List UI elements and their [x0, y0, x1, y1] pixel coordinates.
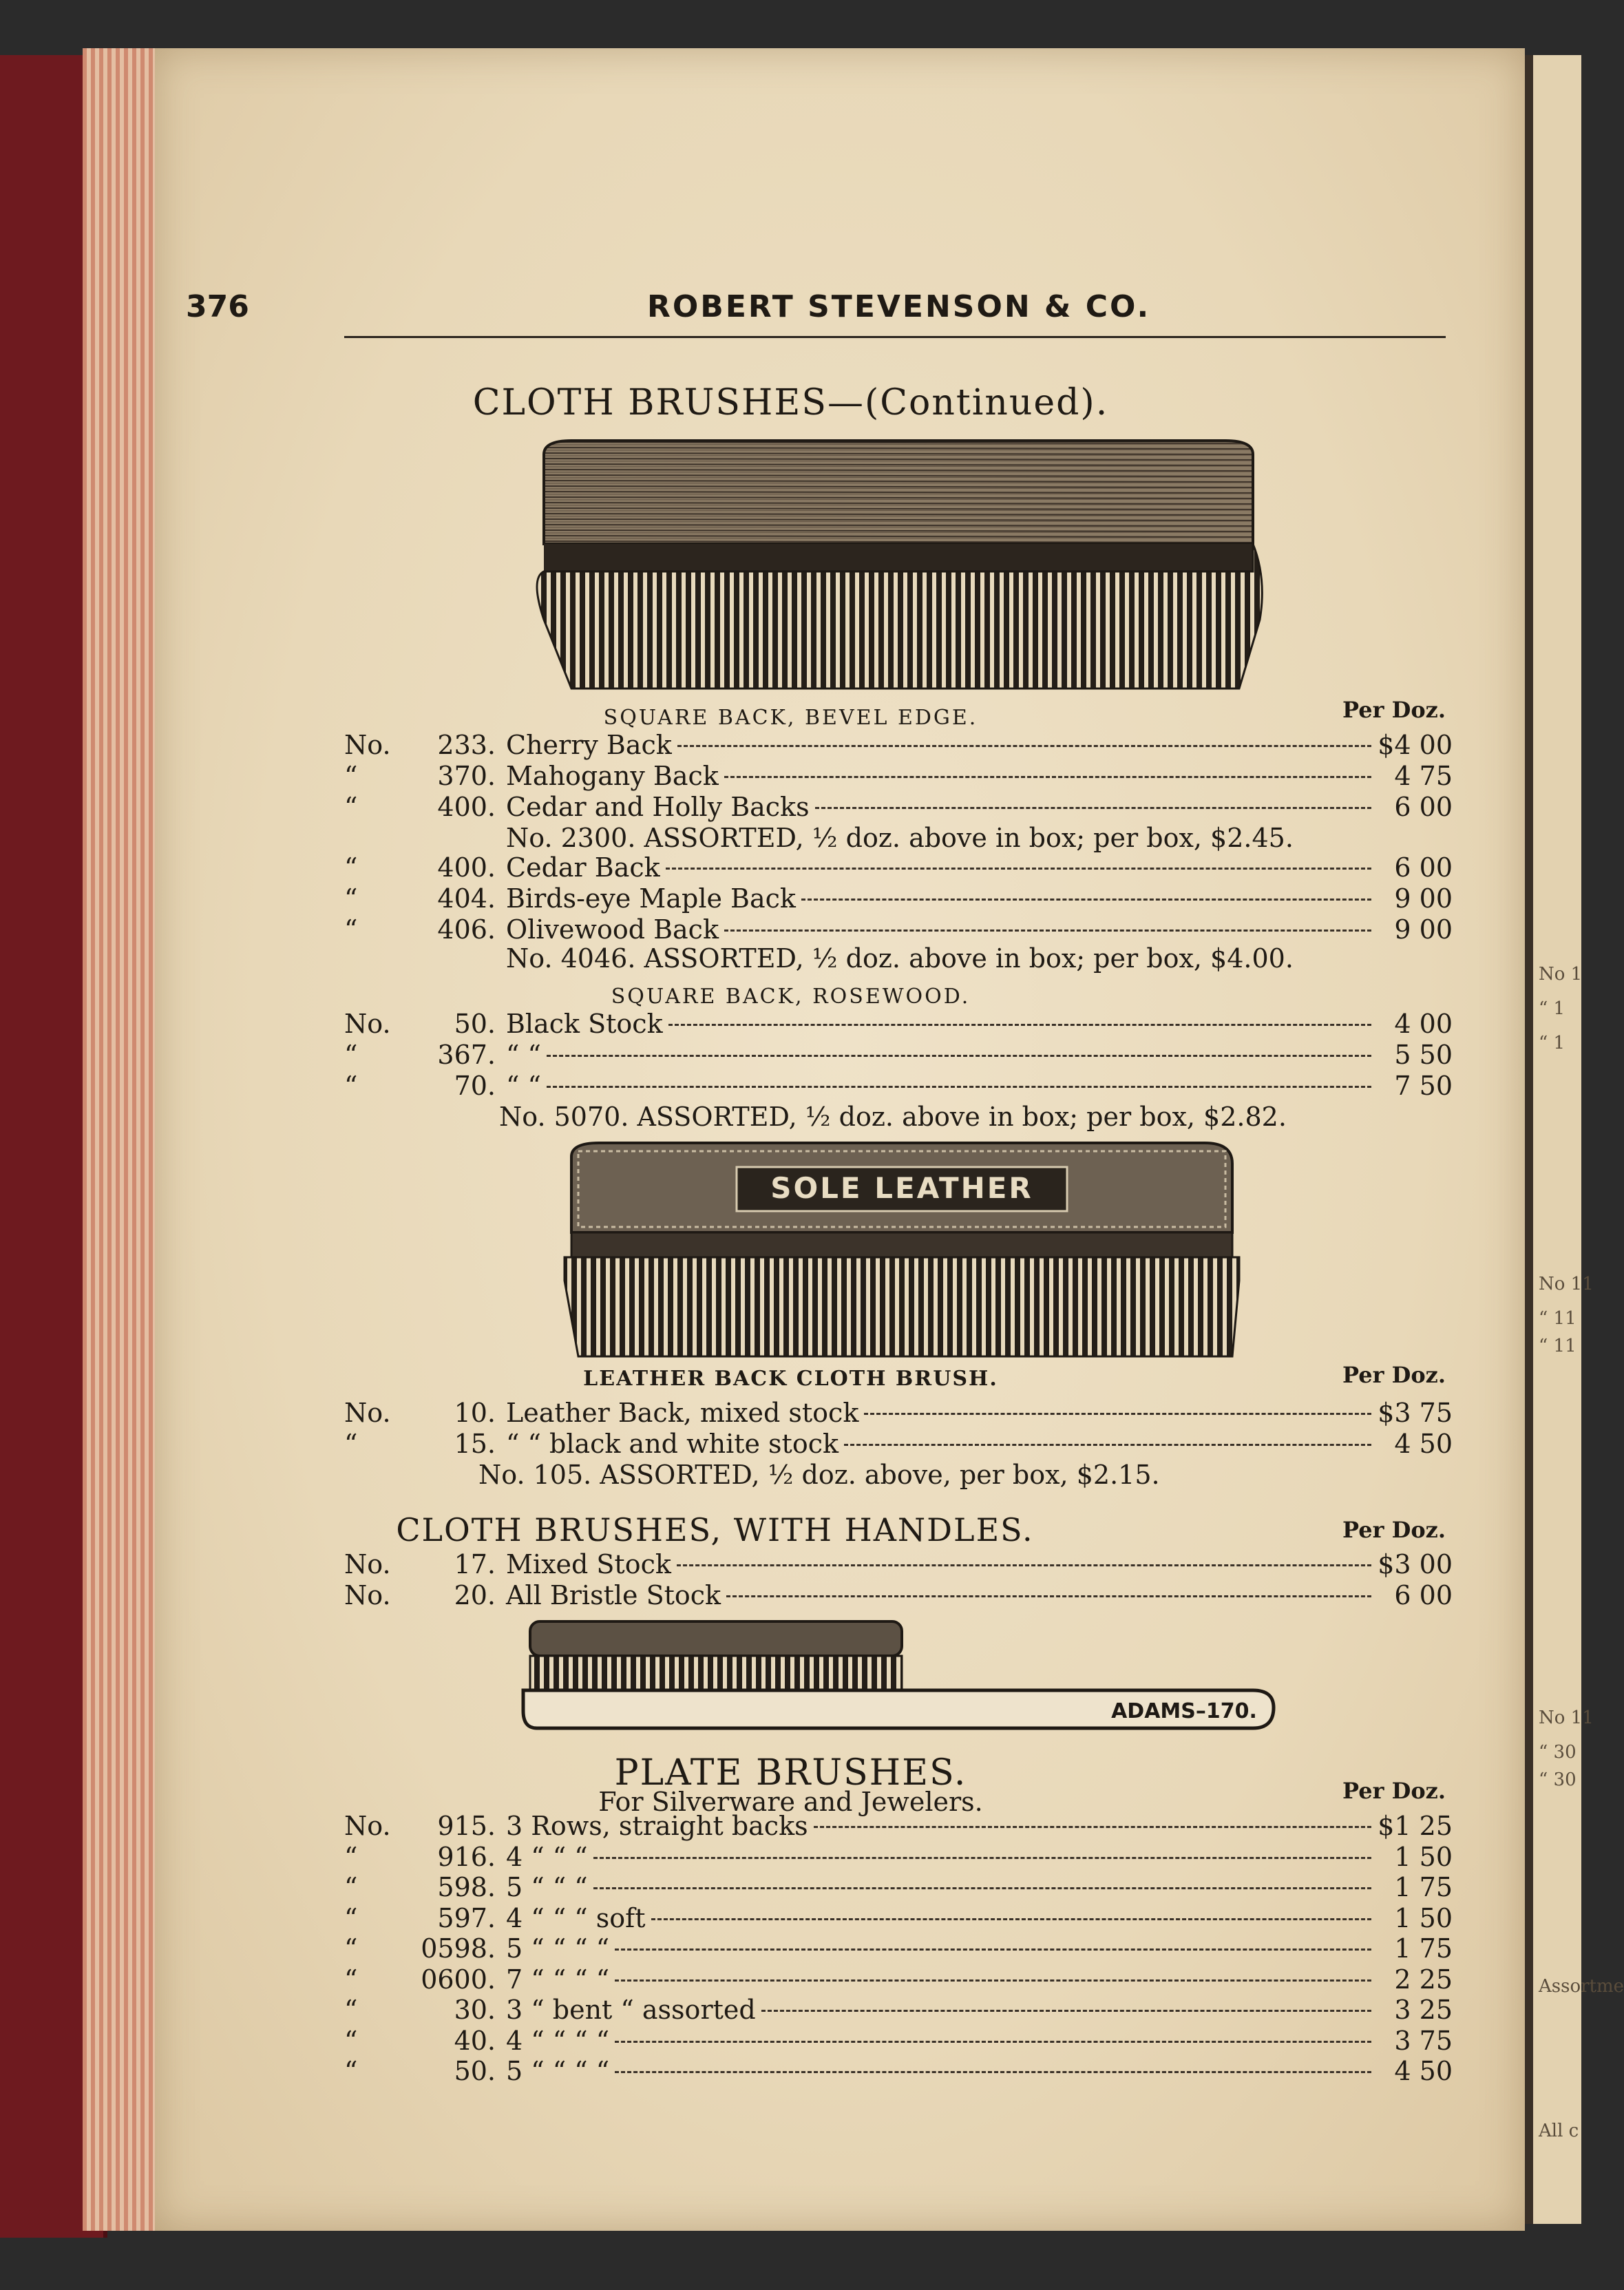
item-description: Mixed Stock [506, 1549, 671, 1579]
square-back-brush-illustration [530, 441, 1267, 702]
row-prefix: “ [344, 1841, 358, 1872]
adjacent-page-margin [1525, 55, 1624, 2224]
price-per-dozen: 4 50 [1394, 1429, 1453, 1459]
margin-fragment: “ 1 [1539, 1033, 1565, 1053]
leader-dots [651, 1918, 1372, 1920]
leader-dots [615, 1979, 1371, 1982]
leader-dots [615, 2071, 1371, 2073]
price-row [344, 1549, 1453, 1579]
leader-dots [593, 1857, 1371, 1859]
catalog-number: 406. [437, 914, 496, 945]
section-title-cloth-brushes: CLOTH BRUSHES—(Continued). [472, 382, 1109, 423]
handle-brush-illustration [523, 1615, 1280, 1738]
price-per-dozen: 4 75 [1394, 761, 1453, 791]
catalog-number: 915. [437, 1811, 496, 1841]
item-description: 4 “ “ “ “ [506, 2025, 610, 2056]
page-number: 376 [186, 289, 249, 324]
margin-fragment: “ 11 [1539, 1308, 1576, 1329]
row-prefix: “ [344, 1933, 358, 1964]
row-prefix: “ [344, 852, 358, 883]
price-per-dozen: 6 00 [1394, 852, 1453, 883]
price-row [344, 1933, 1453, 1964]
item-description: Cedar and Holly Backs [506, 792, 810, 822]
catalog-number: 916. [437, 1841, 496, 1872]
row-prefix: No. [344, 1398, 391, 1428]
price-row [344, 852, 1453, 883]
per-doz-label: Per Doz. [1342, 1362, 1446, 1388]
catalog-number: 400. [437, 792, 496, 822]
leader-dots [677, 1564, 1371, 1566]
catalog-number: 10. [454, 1398, 496, 1428]
price-per-dozen: 3 75 [1394, 2025, 1453, 2056]
catalog-number: 15. [454, 1429, 496, 1459]
price-per-dozen: $4 00 [1378, 730, 1453, 760]
row-prefix: “ [344, 1429, 358, 1459]
per-doz-label: Per Doz. [1342, 1778, 1446, 1804]
item-description: 5 “ “ “ “ [506, 2056, 610, 2086]
row-prefix: “ [344, 883, 358, 914]
price-row [344, 730, 1453, 760]
price-per-dozen: 7 50 [1394, 1071, 1453, 1101]
leader-dots [677, 745, 1371, 747]
assortment-note: No. 5070. ASSORTED, ½ doz. above in box; per box, $2.82. [499, 1102, 1287, 1132]
leader-dots [815, 807, 1371, 809]
price-per-dozen: $1 25 [1378, 1811, 1453, 1841]
price-row [344, 883, 1453, 914]
price-per-dozen: 1 75 [1394, 1933, 1453, 1964]
price-row [344, 1398, 1453, 1428]
catalog-number: 233. [437, 730, 496, 760]
item-description: Olivewood Back [506, 914, 719, 945]
leader-dots [547, 1086, 1371, 1088]
adams-brand-text: ADAMS–170. [1111, 1699, 1257, 1723]
item-description: 4 “ “ “ [506, 1841, 588, 1872]
margin-fragment: Assortme [1539, 1976, 1624, 1997]
per-doz-label: Per Doz. [1342, 1517, 1446, 1543]
item-description: Birds-eye Maple Back [506, 883, 796, 914]
margin-fragment: No 11 [1539, 1274, 1594, 1294]
price-per-dozen: 6 00 [1394, 1580, 1453, 1610]
catalog-number: 20. [454, 1580, 496, 1610]
section-title-plate-brushes: PLATE BRUSHES. [614, 1752, 967, 1794]
catalog-number: 17. [454, 1549, 496, 1579]
item-description: Cedar Back [506, 852, 660, 883]
item-description: “ “ [506, 1071, 541, 1101]
price-per-dozen: 6 00 [1394, 792, 1453, 822]
item-description: 3 “ bent “ assorted [506, 1995, 756, 2025]
caption-square-back-rosewood: SQUARE BACK, ROSEWOOD. [611, 985, 971, 1009]
leader-dots [864, 1413, 1371, 1415]
leader-dots [615, 1948, 1371, 1951]
margin-fragment: All c [1539, 2121, 1579, 2141]
price-per-dozen: 4 50 [1394, 2056, 1453, 2086]
price-row [344, 792, 1453, 822]
price-per-dozen: 1 75 [1394, 1872, 1453, 1902]
price-row [344, 1872, 1453, 1902]
leader-dots [814, 1826, 1371, 1828]
price-per-dozen: 5 50 [1394, 1040, 1453, 1070]
price-row [344, 2056, 1453, 2086]
item-description: 4 “ “ “ soft [506, 1902, 646, 1933]
row-prefix: No. [344, 1549, 391, 1579]
margin-fragment: No 1 [1539, 964, 1583, 985]
item-description: All Bristle Stock [506, 1580, 721, 1610]
item-description: 7 “ “ “ “ [506, 1964, 610, 1995]
price-per-dozen: 9 00 [1394, 914, 1453, 945]
price-per-dozen: 4 00 [1394, 1009, 1453, 1039]
catalog-number: 400. [437, 852, 496, 883]
price-per-dozen: 1 50 [1394, 1902, 1453, 1933]
price-per-dozen: 9 00 [1394, 883, 1453, 914]
item-description: 3 Rows, straight backs [506, 1811, 808, 1841]
leader-dots [547, 1055, 1371, 1057]
price-row [344, 2026, 1453, 2056]
margin-fragment: “ 1 [1539, 998, 1565, 1019]
margin-fragment: “ 11 [1539, 1336, 1576, 1356]
leader-dots [593, 1887, 1371, 1889]
catalog-number: 597. [437, 1902, 496, 1933]
row-prefix: “ [344, 1071, 358, 1101]
price-row [344, 761, 1453, 791]
item-description: “ “ black and white stock [506, 1429, 839, 1459]
leader-dots [615, 2041, 1371, 2043]
price-per-dozen: $3 75 [1378, 1398, 1453, 1428]
row-prefix: “ [344, 1995, 358, 2025]
section-title-handles: CLOTH BRUSHES, WITH HANDLES. [396, 1511, 1034, 1548]
row-prefix: “ [344, 2025, 358, 2056]
row-prefix: No. [344, 1811, 391, 1841]
catalog-number: 598. [437, 1872, 496, 1902]
leader-dots [801, 899, 1371, 901]
row-prefix: “ [344, 792, 358, 822]
item-description: 5 “ “ “ “ [506, 1933, 610, 1964]
sole-leather-brush-illustration [551, 1143, 1253, 1363]
price-row [344, 1995, 1453, 2025]
row-prefix: “ [344, 1902, 358, 1933]
catalog-number: 30. [454, 1995, 496, 2025]
price-per-dozen: 3 25 [1394, 1995, 1453, 2025]
item-description: Leather Back, mixed stock [506, 1398, 859, 1428]
leader-dots [724, 929, 1371, 932]
margin-fragment: “ 30 [1539, 1769, 1576, 1790]
caption-square-back-bevel: SQUARE BACK, BEVEL EDGE. [603, 706, 978, 730]
header-rule [344, 336, 1446, 338]
leader-dots [724, 776, 1371, 778]
margin-fragment: No 11 [1539, 1708, 1594, 1728]
leader-dots [666, 868, 1371, 870]
row-prefix: “ [344, 1872, 358, 1902]
price-per-dozen: $3 00 [1378, 1549, 1453, 1579]
leader-dots [726, 1595, 1371, 1597]
row-prefix: No. [344, 1009, 391, 1039]
price-row [344, 1903, 1453, 1933]
row-prefix: “ [344, 2056, 358, 2086]
price-row [344, 1580, 1453, 1610]
caption-leather-back: LEATHER BACK CLOTH BRUSH. [583, 1367, 998, 1391]
sole-leather-text: SOLE LEATHER [770, 1171, 1033, 1205]
leader-dots [668, 1024, 1371, 1026]
row-prefix: “ [344, 1964, 358, 1995]
margin-fragment: “ 30 [1539, 1742, 1576, 1763]
running-header: ROBERT STEVENSON & CO. [647, 289, 1151, 324]
assortment-note: No. 4046. ASSORTED, ½ doz. above in box; per box, $4.00. [506, 943, 1294, 974]
catalog-number: 40. [454, 2025, 496, 2056]
row-prefix: “ [344, 914, 358, 945]
catalog-number: 70. [454, 1071, 496, 1101]
item-description: 5 “ “ “ [506, 1872, 588, 1902]
price-row [344, 914, 1453, 945]
price-per-dozen: 2 25 [1394, 1964, 1453, 1995]
row-prefix: No. [344, 1580, 391, 1610]
item-description: Black Stock [506, 1009, 663, 1039]
leader-dots [761, 2010, 1371, 2012]
catalog-number: 370. [437, 761, 496, 791]
catalog-number: 0600. [421, 1964, 496, 1995]
price-per-dozen: 1 50 [1394, 1841, 1453, 1872]
assortment-note: No. 105. ASSORTED, ½ doz. above, per box, $2.15. [478, 1460, 1160, 1490]
assortment-note: No. 2300. ASSORTED, ½ doz. above in box; per box, $2.45. [506, 823, 1294, 853]
item-description: Mahogany Back [506, 761, 719, 791]
row-prefix: “ [344, 1040, 358, 1070]
item-description: Cherry Back [506, 730, 672, 760]
price-row [344, 1429, 1453, 1459]
leader-dots [844, 1444, 1371, 1446]
price-row [344, 1071, 1453, 1101]
catalog-number: 367. [437, 1040, 496, 1070]
catalog-number: 50. [454, 1009, 496, 1039]
catalog-number: 0598. [421, 1933, 496, 1964]
page-edges [83, 48, 165, 2231]
price-row [344, 1009, 1453, 1039]
plate-subtitle: For Silverware and Jewelers. [598, 1787, 983, 1817]
catalog-number: 404. [437, 883, 496, 914]
per-doz-label: Per Doz. [1342, 697, 1446, 723]
price-row [344, 1811, 1453, 1841]
price-row [344, 1040, 1453, 1070]
row-prefix: No. [344, 730, 391, 760]
price-row [344, 1842, 1453, 1872]
price-row [344, 1964, 1453, 1995]
item-description: “ “ [506, 1040, 541, 1070]
catalog-number: 50. [454, 2056, 496, 2086]
row-prefix: “ [344, 761, 358, 791]
